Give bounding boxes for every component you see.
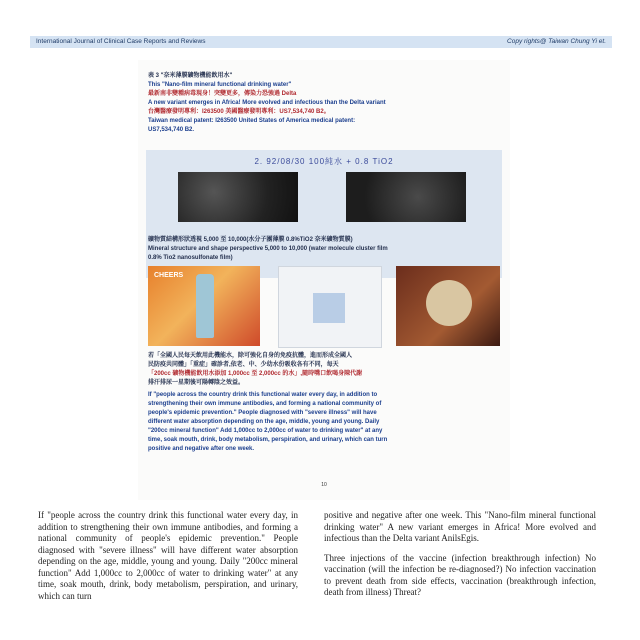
- scan-line: US7,534,740 B2.: [148, 127, 195, 133]
- scan-line: 台灣醫療發明專利：I263500 美國醫療發明專利：US7,534,740 B2。: [148, 109, 330, 115]
- scan-line: strengthening their own immune antibodies, and forming a national community of: [148, 401, 382, 407]
- scan-line: Taiwan medical patent: I263500 United States of America medical patent:: [148, 118, 356, 124]
- photo-label: CHEERS: [154, 272, 184, 279]
- scan-line: A new variant emerges in Africa! More evolved and infectious than the Delta variant: [148, 100, 386, 106]
- scan-line: 0.8% Tio2 nanosulfonate film): [148, 255, 233, 261]
- scan-line: If "people across the country drink this functional water every day, in addition to: [148, 392, 378, 398]
- journal-header: [30, 36, 612, 48]
- scan-line: This "Nano-film mineral functional drinking water": [148, 82, 292, 88]
- micrograph-caption: 2. 92/08/30 100純水 + 0.8 TiO2: [254, 157, 394, 166]
- table-label-zh: 表 3 "奈米薄膜礦物機能飲用水": [148, 73, 233, 79]
- plate-image: [426, 280, 472, 326]
- micrograph-image: [178, 172, 298, 222]
- bottle-image: [313, 293, 345, 323]
- scan-line: 民防疫共同體」「重症」確診者,依老、中、少幼水份吸收各有不同，每天: [148, 362, 339, 368]
- scan-line: 排汗排尿一星期後可陽轉陰之效益。: [148, 380, 245, 386]
- scan-line: 若「全國人民每天飲用此機能水，除可強化自身的免疫抗體，進而形成全國人: [148, 353, 353, 359]
- body-column-right: [324, 510, 596, 607]
- journal-title: International Journal of Clinical Case Reports and Reviews: [36, 38, 206, 45]
- scan-line: positive and negative after one week.: [148, 446, 255, 452]
- bottle-photo: [278, 266, 382, 348]
- scan-line: Mineral structure and shape perspective 5,000 to 10,000 (water molecule cluster film: [148, 246, 388, 252]
- scan-line: different water absorption depending on the age, middle, young and young. Daily: [148, 419, 380, 425]
- micrograph-image: [346, 172, 466, 222]
- bottle-image: [196, 274, 214, 338]
- scan-line: people's epidemic prevention." People diagnosed with "severe illness" will have: [148, 410, 377, 416]
- body-paragraph: positive and negative after one week. This "Nano-film mineral functional drinking water" A new variant emerges in Africa! More evolved and infectious than the Delta variant AnilsEgis.: [324, 510, 596, 543]
- scan-line: 最新南非變種病毒現身！突變更多，傳染力恐強過 Delta: [148, 91, 297, 97]
- product-photo: [148, 266, 260, 346]
- copyright-note: Copy rights@ Taiwan Chung Yi et.: [507, 38, 606, 45]
- scan-page-number: 10: [321, 482, 327, 488]
- scan-line: time, soak mouth, drink, body metabolism, perspiration, and urinary, which can turn: [148, 437, 388, 443]
- scan-line: "200cc mineral function" Add 1,000cc to 2,000cc of water to drinking water" at any: [148, 428, 383, 434]
- body-paragraph: If "people across the country drink this functional water every day, in addition to strengthening their own immune antibodies, and forming a national community of people's epidemic prevention." People diagnosed with "severe illness" will have different water absorption depending on the age, middle, young and young. Daily "200cc mineral function" Add 1,000cc to 2,000cc of water to drinking water" at any time, soak mouth, drink, body metabolism, perspiration, and urinary, which can turn: [38, 510, 298, 601]
- body-column-left: [38, 510, 298, 610]
- scan-line: 「200cc 礦物機能飲用水添加 1,000cc 至 2,000cc 的水」,隨時嘴口飲喝身陳代謝: [148, 371, 363, 377]
- scanned-figure: [138, 60, 510, 500]
- body-paragraph: Three injections of the vaccine (infection breakthrough infection) No vaccination (will the infection be re-diagnosed?) No infection vaccination to prevent death from side effects, vaccination (breakthrough infection, death from illness) Threat?: [324, 552, 596, 597]
- meal-photo: [396, 266, 500, 346]
- scan-line: 礦物質結構形狀透視 5,000 至 10,000(水分子團薄膜 0.8%TiO2 奈米礦物質膜): [148, 237, 353, 243]
